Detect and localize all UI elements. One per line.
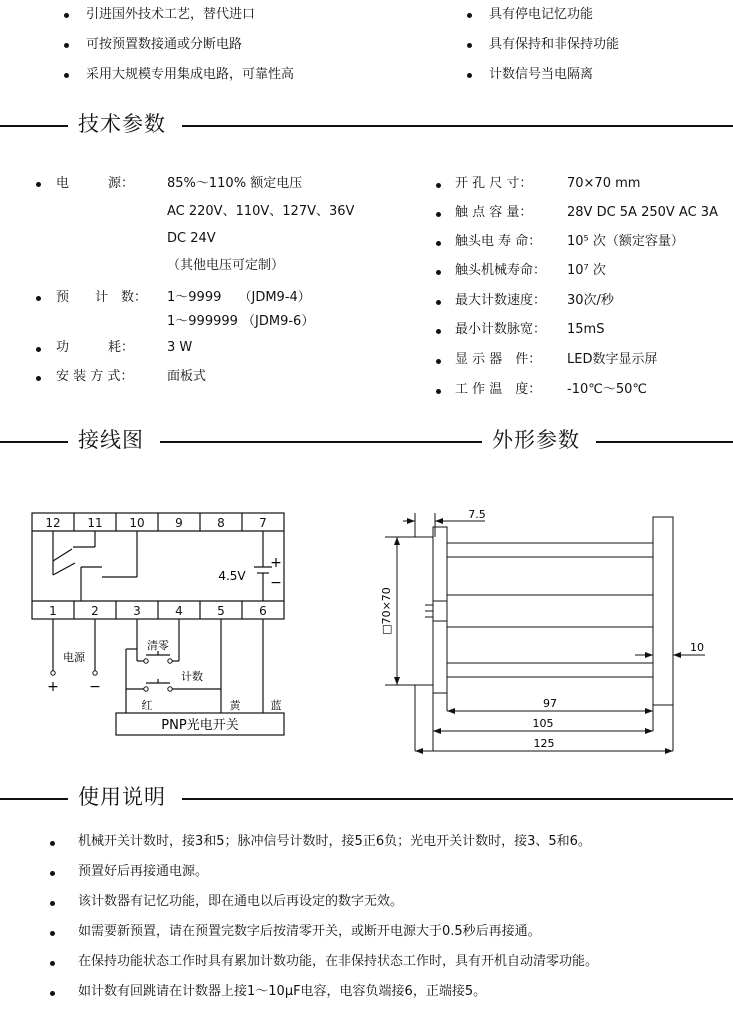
divider	[0, 798, 68, 800]
bullet	[36, 296, 41, 301]
usage-item: 该计数器有记忆功能，即在通电以后再设定的数字无效。	[78, 894, 404, 909]
yellow-wire-label: 黄	[229, 699, 241, 712]
terminal-6: 6	[259, 604, 267, 618]
terminal-5: 5	[217, 604, 225, 618]
spec-value: DC 24V	[167, 231, 216, 246]
bullet	[50, 931, 55, 936]
bullet	[467, 13, 472, 18]
terminal-1: 1	[49, 604, 57, 618]
power-label: 电源	[63, 651, 85, 664]
feature-item: 具有保持和非保持功能	[489, 37, 620, 52]
spec-label: 安 装 方 式：	[56, 369, 134, 384]
voltage-label: 4.5V	[218, 569, 246, 583]
spec-value: 3 W	[167, 340, 193, 355]
usage-item: 在保持功能状态工作时具有累加计数功能，在非保持状态工作时，具有开机自动清零功能。	[78, 954, 599, 969]
terminal-11: 11	[87, 516, 103, 530]
dim-97: 97	[543, 697, 557, 710]
terminal-9: 9	[175, 516, 183, 530]
terminal-8: 8	[217, 516, 225, 530]
dim-125: 125	[533, 737, 555, 750]
bullet	[64, 13, 69, 18]
divider	[596, 441, 733, 443]
bullet	[50, 841, 55, 846]
spec-label: 工 作 温 度：	[455, 382, 542, 397]
dimension-drawing	[375, 505, 715, 760]
spec-value: 1～999999 （JDM9-6）	[167, 314, 315, 329]
spec-value: AC 220V、110V、127V、36V	[167, 204, 355, 219]
spec-label: 最小计数脉宽：	[455, 322, 547, 337]
bullet	[467, 43, 472, 48]
section-title-usage: 使用说明	[78, 785, 166, 809]
dim-7-5: 7.5	[468, 508, 486, 521]
divider	[0, 125, 68, 127]
spec-value: 1～9999 （JDM9-4）	[167, 290, 311, 305]
count-label: 计数	[181, 670, 203, 683]
spec-label: 触头电 寿 命：	[455, 234, 542, 249]
spec-value: 10⁵ 次（额定容量）	[567, 234, 684, 249]
feature-item: 计数信号当电隔离	[489, 67, 594, 82]
bullet	[36, 347, 41, 352]
bullet	[50, 961, 55, 966]
bullet	[436, 389, 441, 394]
dim-10: 10	[690, 641, 704, 654]
blue-wire-label: 蓝	[270, 699, 282, 712]
spec-value: 面板式	[167, 369, 207, 384]
spec-value: 10⁷ 次	[567, 263, 606, 278]
red-wire-label: 红	[141, 699, 153, 712]
bullet	[436, 359, 441, 364]
terminal-7: 7	[259, 516, 267, 530]
bullet	[50, 991, 55, 996]
feature-item: 采用大规模专用集成电路，可靠性高	[86, 67, 295, 82]
bullet	[50, 871, 55, 876]
feature-item: 可按预置数接通或分断电路	[86, 37, 243, 52]
spec-label: 预 计 数：	[56, 290, 148, 305]
section-title-specs: 技术参数	[78, 112, 166, 136]
usage-item: 预置好后再接通电源。	[78, 864, 209, 879]
spec-label: 电 源：	[56, 176, 135, 191]
terminal-12: 12	[45, 516, 61, 530]
divider	[0, 441, 68, 443]
dim-105: 105	[532, 717, 554, 730]
usage-item: 如计数有回跳请在计数器上接1～10μF电容，电容负端接6，正端接5。	[78, 984, 487, 999]
spec-label: 触头机械寿命：	[455, 263, 547, 278]
feature-item: 引进国外技术工艺，替代进口	[86, 7, 256, 22]
bullet	[436, 329, 441, 334]
spec-value: （其他电压可定制）	[167, 258, 285, 273]
bullet	[467, 73, 472, 78]
bullet	[436, 241, 441, 246]
spec-value: LED数字显示屏	[567, 352, 658, 367]
terminal-3: 3	[133, 604, 141, 618]
divider	[182, 798, 733, 800]
spec-label: 最大计数速度：	[455, 293, 547, 308]
dim-70x70: □70×70	[380, 587, 393, 635]
wiring-diagram	[20, 505, 300, 745]
power-plus: +	[47, 679, 59, 695]
pnp-switch-label: PNP光电开关	[161, 718, 239, 733]
spec-label: 触 点 容 量：	[455, 205, 533, 220]
section-title-wiring: 接线图	[78, 428, 144, 452]
usage-item: 如需要新预置，请在预置完数字后按清零开关，或断开电源大于0.5秒后再接通。	[78, 924, 541, 939]
section-title-dimensions: 外形参数	[492, 428, 580, 452]
battery-plus: +	[270, 555, 282, 571]
spec-label: 显 示 器 件：	[455, 352, 542, 367]
battery-minus: −	[270, 575, 282, 591]
power-minus: −	[89, 679, 101, 695]
feature-item: 具有停电记忆功能	[489, 7, 594, 22]
bullet	[436, 183, 441, 188]
bullet	[436, 300, 441, 305]
spec-value: -10℃～50℃	[567, 382, 647, 397]
bullet	[64, 43, 69, 48]
bullet	[436, 270, 441, 275]
spec-value: 70×70 mm	[567, 176, 641, 191]
bullet	[36, 182, 41, 187]
divider	[160, 441, 482, 443]
bullet	[64, 73, 69, 78]
terminal-4: 4	[175, 604, 183, 618]
usage-item: 机械开关计数时，接3和5；脉冲信号计数时，接5正6负；光电开关计数时，接3、5和6。	[78, 834, 591, 849]
spec-label: 功 耗：	[56, 340, 135, 355]
spec-value: 15mS	[567, 322, 605, 337]
spec-label: 开 孔 尺 寸：	[455, 176, 533, 191]
spec-value: 30次/秒	[567, 293, 614, 308]
bullet	[36, 376, 41, 381]
clear-label: 清零	[147, 639, 169, 652]
terminal-10: 10	[129, 516, 145, 530]
bullet	[436, 212, 441, 217]
terminal-2: 2	[91, 604, 99, 618]
spec-value: 28V DC 5A 250V AC 3A	[567, 205, 718, 220]
spec-value: 85%～110% 额定电压	[167, 176, 303, 191]
bullet	[50, 901, 55, 906]
divider	[182, 125, 733, 127]
